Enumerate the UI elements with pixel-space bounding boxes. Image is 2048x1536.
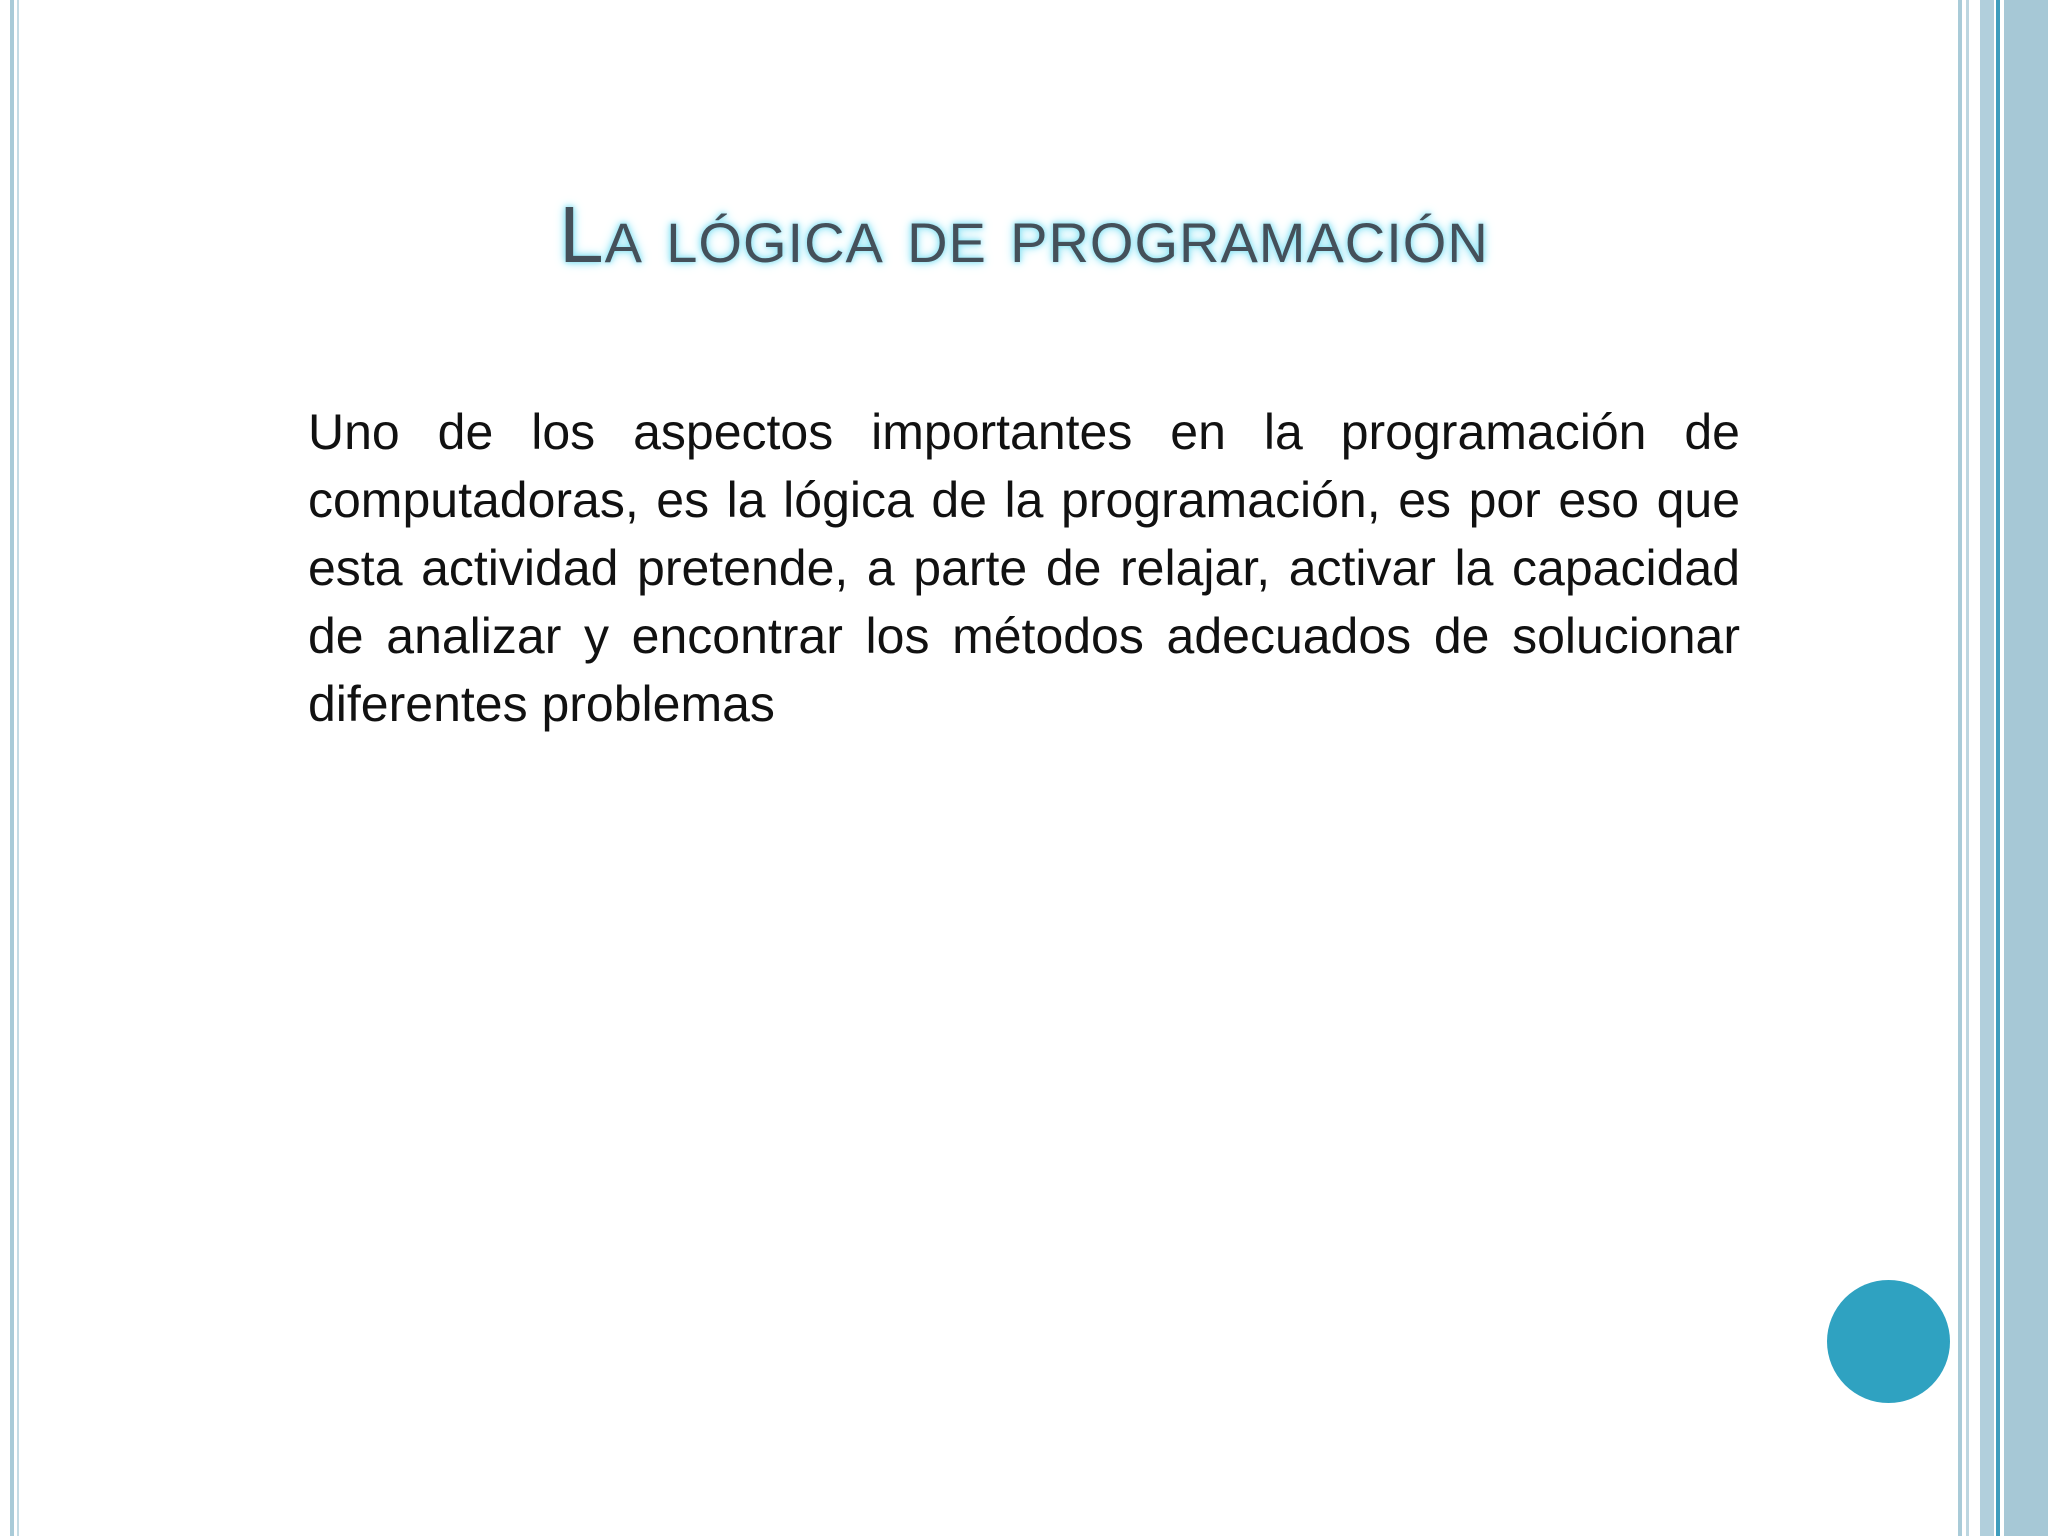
slide-title: La lógica de programación bbox=[559, 190, 1489, 279]
decorative-circle bbox=[1827, 1280, 1950, 1403]
slide-body-text: Uno de los aspectos importantes en la programación de computadoras, es la lógica de la programación, es por eso que esta actividad pretende, a parte de relajar, activar la capacidad de analizar y encontrar los métodos adecuados de solucionar diferentes problemas bbox=[308, 404, 1740, 732]
